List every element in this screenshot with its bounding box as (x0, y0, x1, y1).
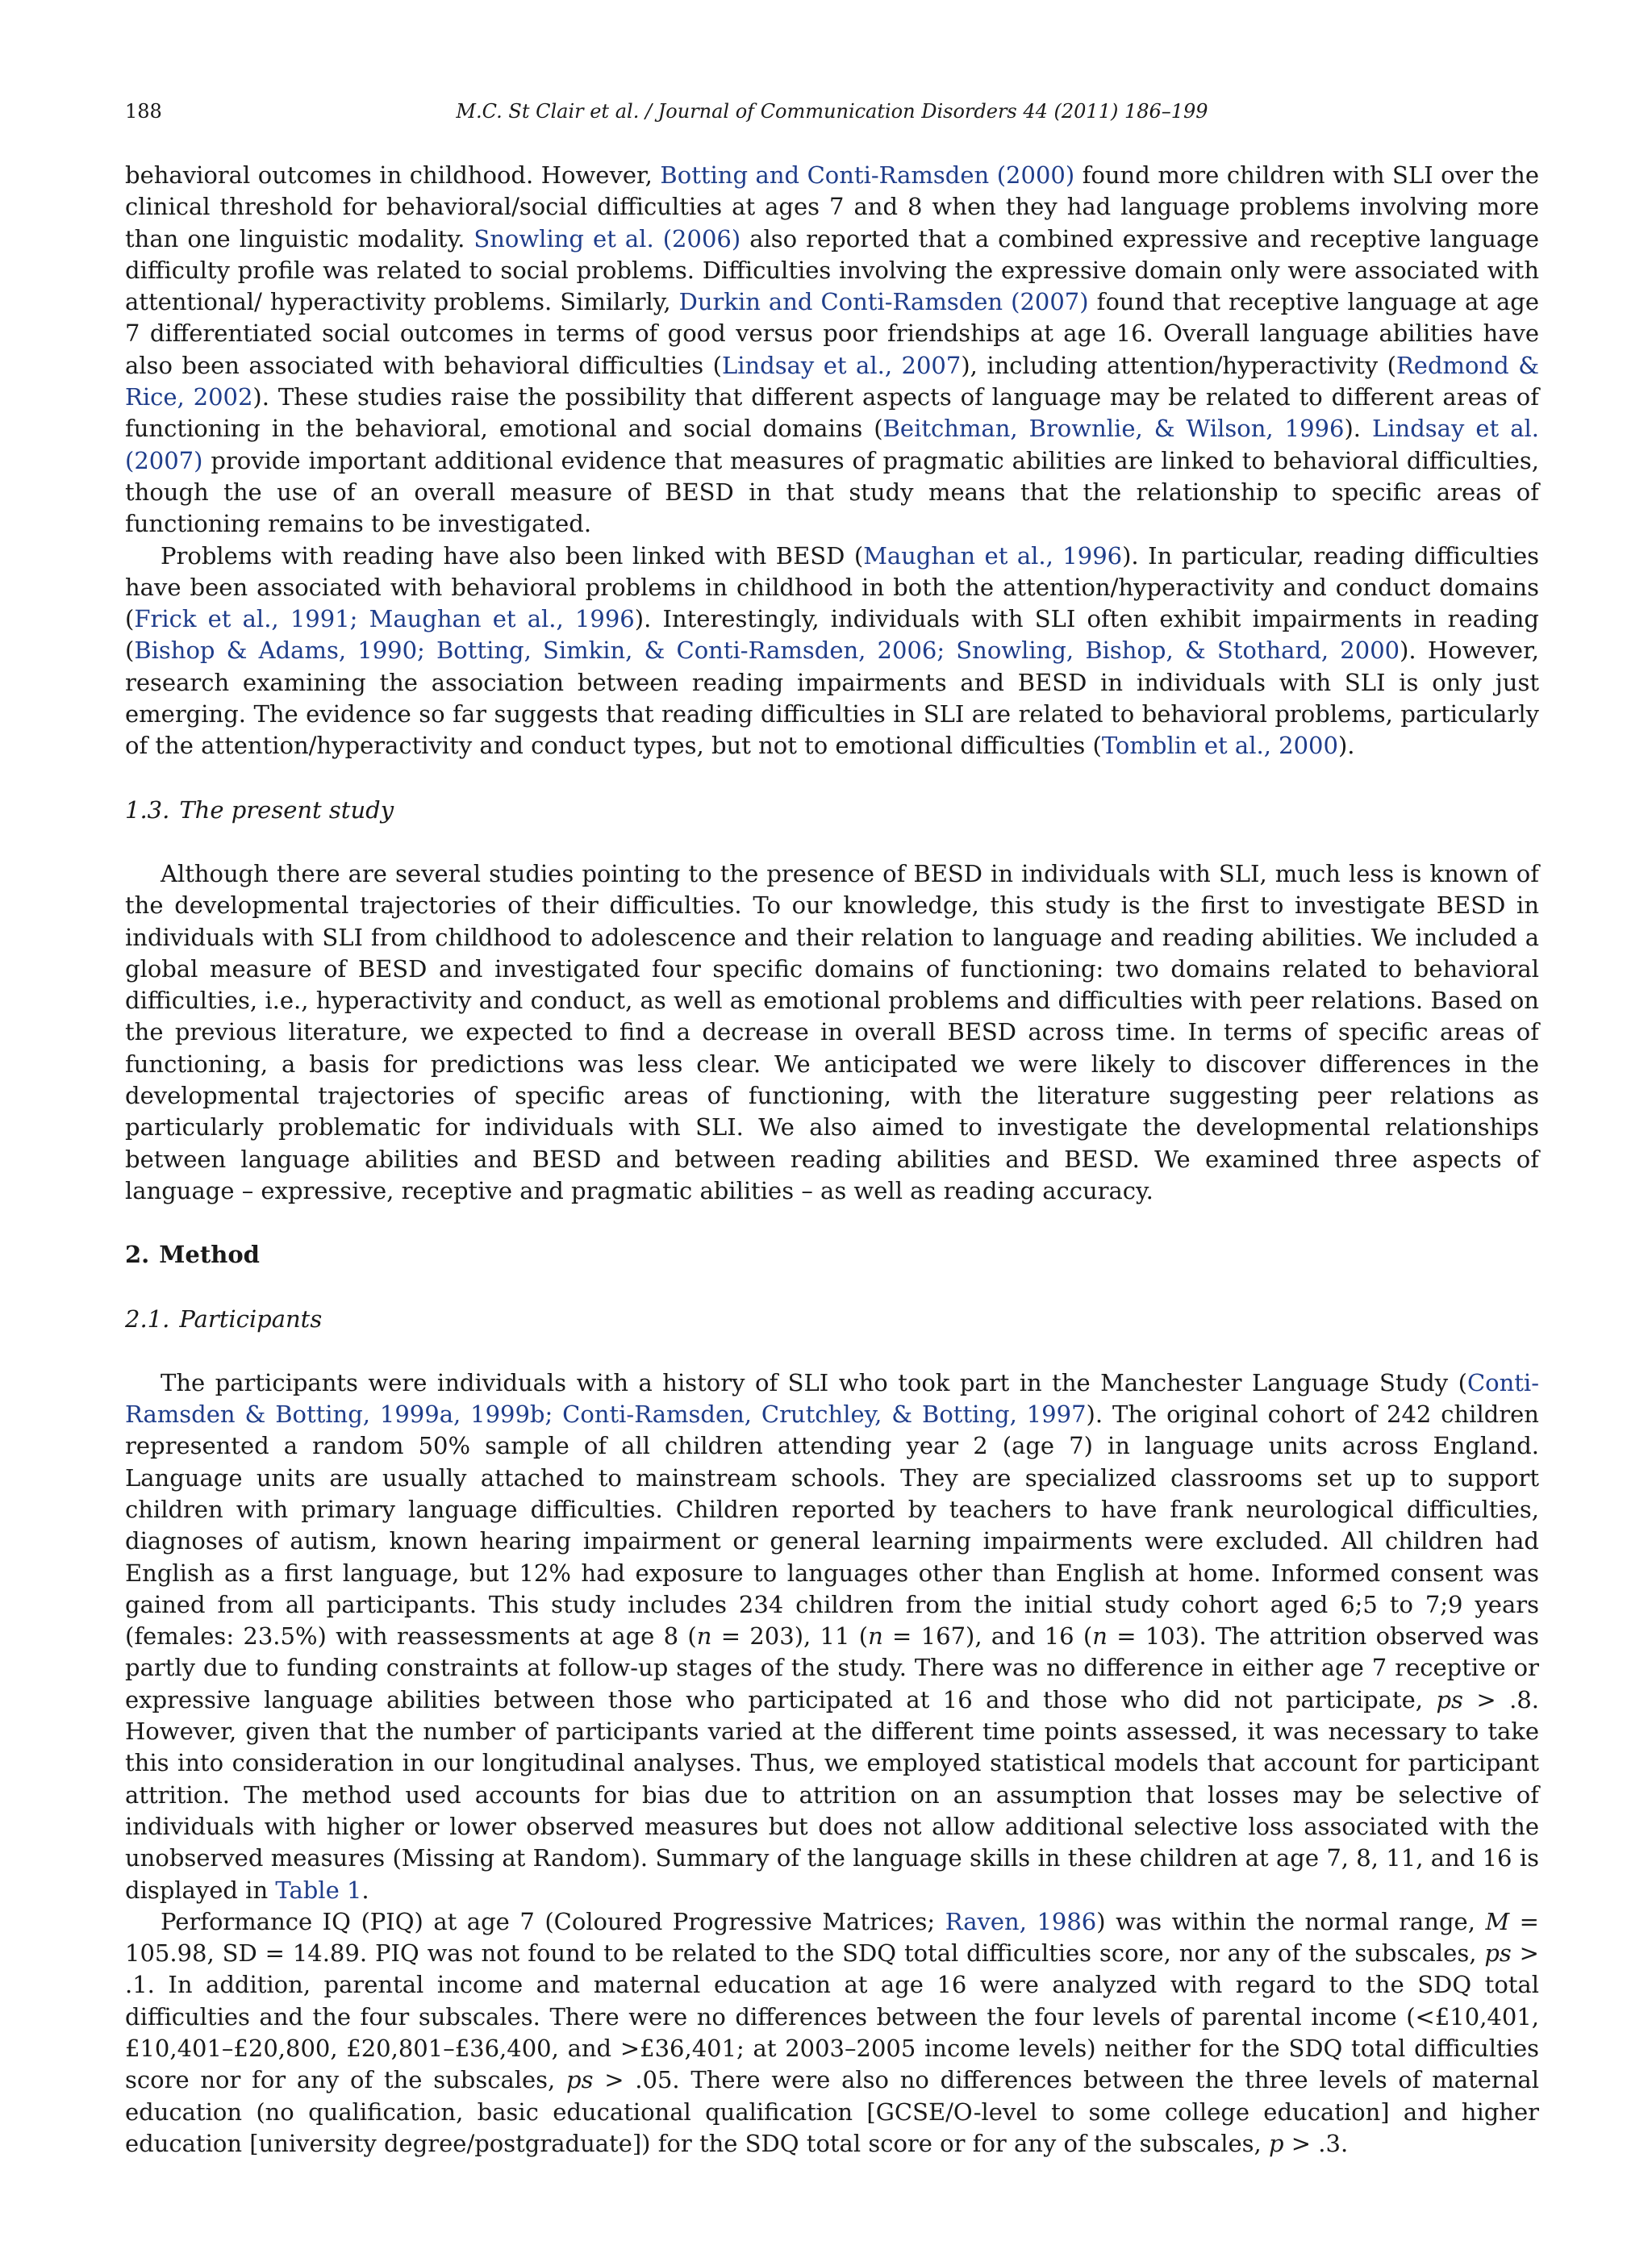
paragraph-performance-iq: Performance IQ (PIQ) at age 7 (Coloured Progressive Matrices; Raven, 1986) was within the normal range, M = 105.98, SD = 14.89. PIQ was not found to be related to the SDQ total difficulties score, nor any of the subscales, ps > .1. In addition, parental income and maternal education at age 16 were analyzed with regard to the SDQ total difficulties and the four subscales. There were no differences between the four levels of parental income (<£10,401, £10,401–£20,800, £20,801–£36,400, and >£36,401; at 2003–2005 income levels) neither for the SDQ total difficulties score nor for any of the subscales, ps > .05. There were also no differences between the three levels of maternal education (no qualification, basic educational qualification [GCSE/O-level to some college education] and higher education [university degree/postgraduate]) for the SDQ total score or for any of the subscales, p > .3. (125, 1907, 1539, 2157)
citation-link[interactable]: Bishop & Adams, 1990; Botting, Simkin, & Conti-Ramsden, 2006; Snowling, Bishop, & Stothard, 2000 (134, 637, 1400, 665)
citation-link[interactable]: Maughan et al., 1996 (863, 541, 1123, 570)
citation-link[interactable]: Raven, 1986 (945, 1907, 1097, 1935)
journal-reference: M.C. St Clair et al. / Journal of Communication Disorders 44 (2011) 186–199 (456, 100, 1208, 123)
article-page (125, 95, 1539, 2160)
citation-link[interactable]: Beitchman, Brownlie, & Wilson, 1996 (882, 415, 1345, 443)
paragraph-participants: The participants were individuals with a history of SLI who took part in the Manchester Language Study (Conti-Ramsden & Botting, 1999a, 1999b; Conti-Ramsden, Crutchley, & Botting, 1997). The original cohort of 242 children represented a random 50% sample of all children attending year 2 (age 7) in language units across England. Language units are usually attached to mainstream schools. They are specialized classrooms set up to support children with primary language difficulties. Children reported by teachers to have frank neurological difficulties, diagnoses of autism, known hearing impairment or general learning impairments were excluded. All children had English as a first language, but 12% had exposure to languages other than English at home. Informed consent was gained from all participants. This study includes 234 children from the initial study cohort aged 6;5 to 7;9 years (females: 23.5%) with reassessments at age 8 (n = 203), 11 (n = 167), and 16 (n = 103). The attrition observed was partly due to funding constraints at follow-up stages of the study. There was no difference in either age 7 receptive or expressive language abilities between those who participated at 16 and those who did not participate, ps > .8. However, given that the number of participants varied at the different time points assessed, it was necessary to take this into consideration in our longitudinal analyses. Thus, we employed statistical models that account for participant attrition. The method used accounts for bias due to attrition on an assumption that losses may be selective of individuals with higher or lower observed measures but does not allow additional selective loss associated with the unobserved measures (Missing at Random). Summary of the language skills in these children at age 7, 8, 11, and 16 is displayed in Table 1. (125, 1368, 1539, 1904)
citation-link[interactable]: Lindsay et al. (2007) (125, 415, 1539, 474)
section-heading-present-study: 1.3. The present study (125, 795, 394, 824)
section-heading-method: 2. Method (125, 1241, 260, 1269)
paragraph-present-study: Although there are several studies pointing to the presence of BESD in individuals with SLI, much less is known of the developmental trajectories of their difficulties. To our knowledge, this study is the first to investigate BESD in individuals with SLI from childhood to adolescence and their relation to language and reading abilities. We included a global measure of BESD and investigated four specific domains of functioning: two domains related to behavioral difficulties, i.e., hyperactivity and conduct, as well as emotional problems and difficulties with peer relations. Based on the previous literature, we expected to find a decrease in overall BESD across time. In terms of specific areas of functioning, a basis for predictions was less clear. We anticipated we were likely to discover differences in the developmental trajectories of specific areas of functioning, with the literature suggesting peer relations as particularly problematic for individuals with SLI. We also aimed to investigate the developmental relationships between language abilities and BESD and between reading abilities and BESD. We examined three aspects of language – expressive, receptive and pragmatic abilities – as well as reading accuracy. (125, 859, 1539, 1204)
citation-link[interactable]: Lindsay et al., 2007 (721, 351, 962, 379)
table-link[interactable]: Table 1 (275, 1876, 362, 1904)
citation-link[interactable]: Redmond & Rice, 2002 (125, 351, 1540, 411)
running-header (125, 95, 1539, 127)
citation-link[interactable]: Frick et al., 1991; Maughan et al., 1996 (134, 605, 635, 633)
citation-link[interactable]: Botting and Conti-Ramsden (2000) (660, 161, 1075, 189)
citation-link[interactable]: Conti-Ramsden & Botting, 1999a, 1999b; Conti-Ramsden, Crutchley, & Botting, 1997 (125, 1368, 1539, 1429)
paragraph-language-outcomes: behavioral outcomes in childhood. However, Botting and Conti-Ramsden (2000) found more children with SLI over the clinical threshold for behavioral/social difficulties at ages 7 and 8 when they had language problems involving more than one linguistic modality. Snowling et al. (2006) also reported that a combined expressive and receptive language difficulty profile was related to social problems. Difficulties involving the expressive domain only were associated with attentional/ hyperactivity problems. Similarly, Durkin and Conti-Ramsden (2007) found that receptive language at age 7 differentiated social outcomes in terms of good versus poor friendships at age 16. Overall language abilities have also been associated with behavioral difficulties (Lindsay et al., 2007), including attention/hyperactivity (Redmond & Rice, 2002). These studies raise the possibility that different aspects of language may be related to different areas of functioning in the behavioral, emotional and social domains (Beitchman, Brownlie, & Wilson, 1996). Lindsay et al. (2007) provide important additional evidence that measures of pragmatic abilities are linked to behavioral difficulties, though the use of an overall measure of BESD in that study means that the relationship to specific areas of functioning remains to be investigated. (125, 161, 1540, 538)
section-heading-participants: 2.1. Participants (125, 1304, 323, 1333)
page-number: 188 (125, 100, 162, 123)
paragraph-reading-problems: Problems with reading have also been linked with BESD (Maughan et al., 1996). In particular, reading difficulties have been associated with behavioral problems in childhood in both the attention/hyperactivity and conduct domains (Frick et al., 1991; Maughan et al., 1996). Interestingly, individuals with SLI often exhibit impairments in reading (Bishop & Adams, 1990; Botting, Simkin, & Conti-Ramsden, 2006; Snowling, Bishop, & Stothard, 2000). However, research examining the association between reading impairments and BESD in individuals with SLI is only just emerging. The evidence so far suggests that reading difficulties in SLI are related to behavioral problems, particularly of the attention/hyperactivity and conduct types, but not to emotional difficulties (Tomblin et al., 2000). (125, 541, 1539, 760)
citation-link[interactable]: Durkin and Conti-Ramsden (2007) (678, 288, 1089, 316)
article-body (125, 160, 1539, 2160)
citation-link[interactable]: Tomblin et al., 2000 (1101, 732, 1338, 760)
citation-link[interactable]: Snowling et al. (2006) (473, 224, 741, 253)
